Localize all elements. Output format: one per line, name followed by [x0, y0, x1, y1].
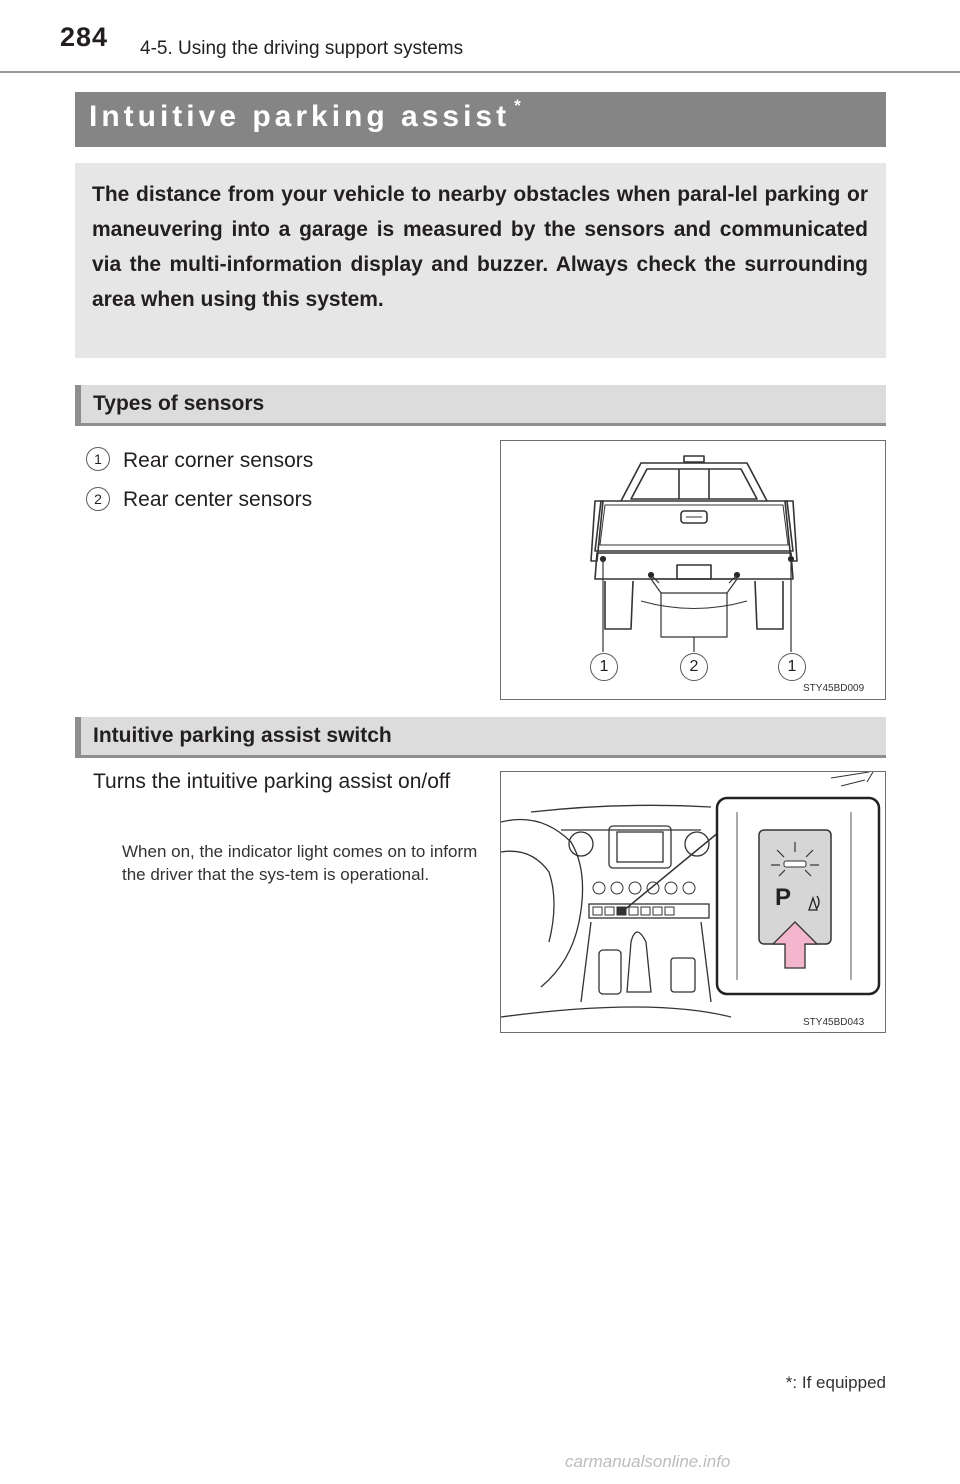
switch-note: When on, the indicator light comes on to inform the driver that the sys-tem is operational.	[122, 842, 478, 884]
figure-code: STY45BD043	[803, 1017, 865, 1028]
item-number-badge: 2	[86, 487, 110, 511]
types-of-sensors-heading: Types of sensors	[93, 392, 265, 415]
switch-description: Turns the intuitive parking assist on/off	[93, 770, 451, 793]
header-divider	[0, 71, 960, 73]
intro-box	[75, 163, 886, 358]
section-title-bar	[75, 92, 886, 147]
callout-corner-sensor-left: 1	[590, 653, 618, 681]
list-item-rear-corner-sensors: Rear corner sensors	[123, 449, 314, 472]
intro-text: The distance from your vehicle to nearby obstacles when paral-lel parking or maneuvering into a garage is measured by the sensors and communicated via the multi-information display and buzzer. Always check the surrounding area when using this system.	[92, 183, 868, 311]
dashboard-illustration	[501, 772, 885, 1032]
types-of-sensors-heading-bar	[75, 385, 886, 426]
page-number: 284	[60, 22, 109, 52]
item-number-badge: 1	[86, 447, 110, 471]
switch-callout-magnifier	[717, 798, 879, 994]
list-item-rear-center-sensors: Rear center sensors	[123, 488, 313, 511]
section-title	[89, 96, 521, 134]
figure-code: STY45BD009	[803, 683, 865, 694]
footnote-if-equipped: *: If equipped	[785, 1373, 886, 1392]
callout-center-sensor: 2	[680, 653, 708, 681]
switch-heading-bar	[75, 717, 886, 758]
switch-heading: Intuitive parking assist switch	[93, 724, 392, 747]
section-title-text: Intuitive parking assist	[89, 100, 511, 133]
watermark: carmanualsonline.info	[565, 1452, 731, 1471]
park-assist-button-glyph: P	[775, 884, 792, 911]
rear-sensors-figure	[500, 440, 886, 700]
switch-location-figure	[500, 771, 886, 1033]
chapter-title: 4-5. Using the driving support systems	[140, 38, 464, 59]
callout-corner-sensor-right: 1	[778, 653, 806, 681]
equipped-mark: *	[514, 96, 521, 115]
